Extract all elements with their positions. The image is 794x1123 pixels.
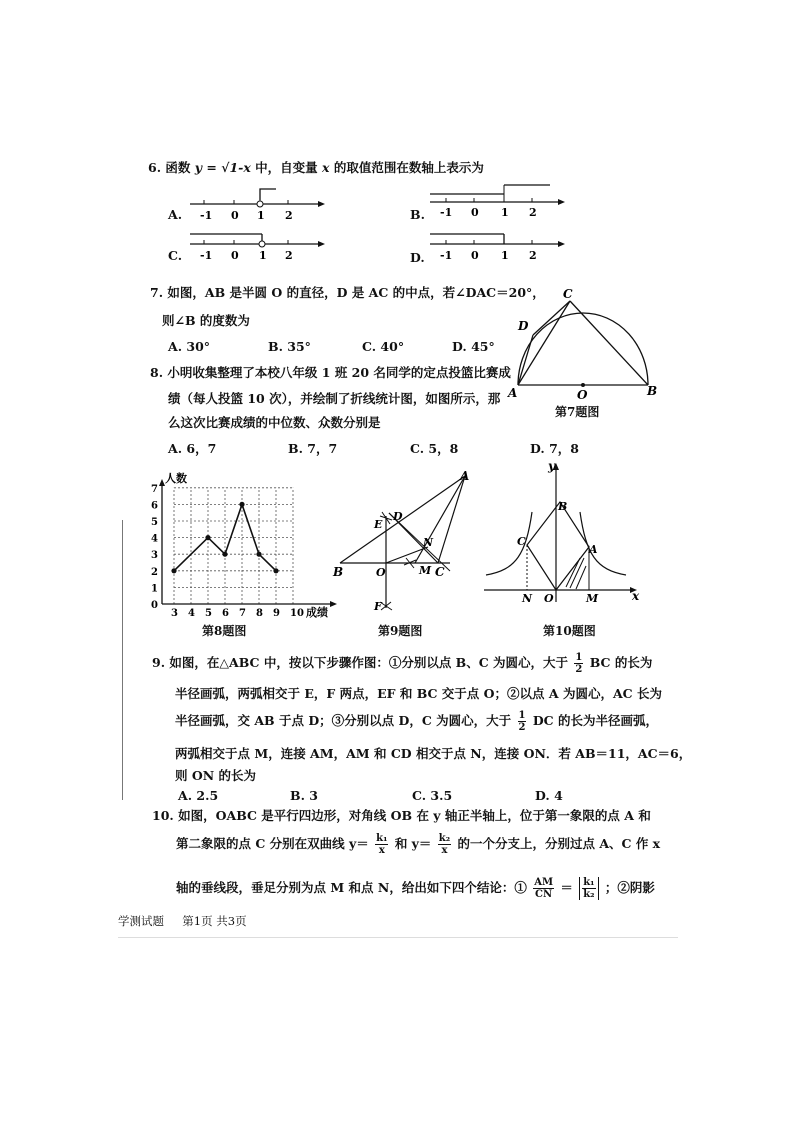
q6b-tick-2: 0 bbox=[471, 206, 479, 219]
page-footer bbox=[118, 913, 247, 929]
q10-line3b: ＝ bbox=[560, 880, 573, 895]
q10-k2: k₂ bbox=[438, 833, 451, 844]
q6c-tick-4: 2 bbox=[285, 249, 293, 262]
q7-option-b: B. 35° bbox=[268, 339, 311, 354]
y-tick-label: 4 bbox=[151, 533, 158, 545]
q6-number-line-a bbox=[188, 186, 328, 226]
q10-ratio-am-cn bbox=[533, 877, 554, 900]
q10-am: AM bbox=[534, 877, 554, 888]
q6-number-line-b bbox=[428, 180, 568, 224]
q10-abs-k1: k₁ bbox=[583, 877, 595, 888]
q6-number-line-c bbox=[188, 226, 328, 266]
q10-label-o: O bbox=[544, 592, 554, 605]
q10-label-c: C bbox=[517, 535, 526, 548]
q9-number: 9. bbox=[152, 655, 166, 670]
q6-var: x bbox=[322, 160, 330, 175]
q6-stem-b: 中，自变量 bbox=[255, 160, 318, 175]
q7-label-c: C bbox=[563, 287, 573, 301]
q10-cn: CN bbox=[535, 889, 553, 900]
q10-line2 bbox=[176, 833, 660, 856]
q10-caption: 第10题图 bbox=[543, 624, 596, 638]
q7-line1-text: 如图，AB 是半圆 O 的直径，D 是 AC 的中点，若∠DAC＝20°， bbox=[167, 285, 545, 300]
q9-option-d: D. 4 bbox=[535, 788, 563, 803]
footer-divider bbox=[118, 937, 678, 938]
q10-x2: x bbox=[441, 845, 448, 856]
q8-caption: 第8题图 bbox=[202, 624, 247, 638]
q6a-tick-4: 2 bbox=[285, 209, 293, 222]
q9-frac1-den: 2 bbox=[575, 664, 583, 675]
q6d-tick-4: 2 bbox=[529, 249, 537, 262]
q6-option-a-label: A. bbox=[168, 207, 183, 222]
q6d-tick-3: 1 bbox=[501, 249, 509, 262]
q7-number: 7. bbox=[150, 285, 164, 300]
y-tick-label: 7 bbox=[151, 483, 158, 495]
q7-label-b: B bbox=[647, 384, 658, 398]
q9-option-c: C. 3.5 bbox=[412, 788, 453, 803]
q9-frac2-den: 2 bbox=[518, 722, 526, 733]
q10-abs-k2: k₂ bbox=[583, 889, 595, 900]
q10-ratio-k1-k2 bbox=[579, 877, 598, 900]
q7-line2: 则∠B 的度数为 bbox=[162, 313, 250, 328]
q6c-tick-3: 1 bbox=[259, 249, 267, 262]
q7-caption: 第7题图 bbox=[555, 405, 600, 419]
q9-label-f: F bbox=[374, 600, 382, 613]
q10-line1-text: 如图，OABC 是平行四边形，对角线 OB 在 y 轴正半轴上，位于第一象限的点 A 和 bbox=[178, 808, 651, 823]
q9-frac1-num: 1 bbox=[575, 652, 583, 663]
q10-line2a: 第二象限的点 C 分别在双曲线 y＝ bbox=[176, 836, 369, 851]
q8-option-a: A. 6，7 bbox=[168, 441, 217, 456]
footer-title: 学测试题 bbox=[118, 914, 164, 928]
q7-label-a: A bbox=[508, 386, 518, 400]
x-tick-label: 10 bbox=[290, 608, 304, 619]
q10-line3a: 轴的垂线段，垂足分别为点 M 和点 N，给出如下四个结论：① bbox=[176, 880, 527, 895]
q10-figure bbox=[480, 462, 640, 612]
q10-k1: k₁ bbox=[376, 833, 388, 844]
y-tick-label: 5 bbox=[151, 517, 158, 528]
q10-fraction-k1 bbox=[375, 833, 388, 856]
x-tick-label: 3 bbox=[171, 608, 178, 619]
y-tick-label: 2 bbox=[151, 566, 158, 578]
q9-label-c: C bbox=[435, 565, 445, 579]
x-tick-label: 7 bbox=[239, 608, 246, 619]
q9-half-fraction-1 bbox=[574, 652, 583, 675]
q6b-tick-4: 2 bbox=[529, 206, 537, 219]
q8-chart-grid bbox=[174, 488, 293, 604]
q9-line3b: DC 的长为半径画弧， bbox=[532, 713, 658, 728]
q6c-tick-1: -1 bbox=[200, 249, 213, 262]
q8-line3: 么这次比赛成绩的中位数、众数分别是 bbox=[168, 415, 381, 430]
q10-label-a: A bbox=[589, 543, 598, 556]
q7-label-d: D bbox=[518, 319, 529, 333]
x-tick-label: 5 bbox=[205, 608, 212, 619]
y-tick-label: 1 bbox=[151, 583, 158, 595]
q9-label-o: O bbox=[376, 566, 386, 579]
q10-label-b: B bbox=[558, 500, 568, 513]
q6-number-line-d bbox=[428, 224, 568, 268]
q10-fraction-k2 bbox=[438, 833, 451, 856]
q8-line2: 绩（每人投篮 10 次），并绘制了折线统计图，如图所示，那 bbox=[168, 391, 501, 406]
q6c-tick-2: 0 bbox=[231, 249, 239, 262]
q9-line4: 两弧相交于点 M，连接 AM，AM 和 CD 相交于点 N，连接 ON．若 AB＝11，AC＝6， bbox=[175, 746, 692, 761]
q6d-tick-1: -1 bbox=[440, 249, 453, 262]
q7-option-c: C. 40° bbox=[362, 339, 405, 354]
q9-line1 bbox=[152, 652, 652, 675]
q8-line1 bbox=[150, 363, 511, 381]
q7-option-a: A. 30° bbox=[168, 339, 211, 354]
q10-label-y: y bbox=[548, 462, 555, 473]
q6-func: y = √1-x bbox=[194, 160, 251, 175]
x-tick-label: 8 bbox=[256, 608, 263, 619]
q7-option-d: D. 45° bbox=[452, 339, 495, 354]
q9-line2: 半径画弧，两弧相交于 E，F 两点，EF 和 BC 交于点 O；②以点 A 为圆心，AC 长为 bbox=[175, 686, 662, 701]
q6-number: 6. bbox=[148, 160, 162, 175]
q9-half-fraction-2 bbox=[518, 710, 527, 733]
q9-label-e: E bbox=[374, 518, 383, 531]
q8-x-axis-label: 成绩 bbox=[306, 606, 328, 619]
q9-line1a: 如图，在△ABC 中，按以下步骤作图：①分别以点 B、C 为圆心，大于 bbox=[169, 655, 569, 670]
q9-line3a: 半径画弧，交 AB 于点 D；③分别以点 D，C 为圆心，大于 bbox=[175, 713, 512, 728]
q10-line3 bbox=[176, 877, 655, 900]
q8-line1-text: 小明收集整理了本校八年级 1 班 20 名同学的定点投篮比赛成 bbox=[167, 365, 511, 380]
data-point bbox=[256, 552, 261, 557]
q10-line3c: ；②阴影 bbox=[604, 880, 655, 895]
y-tick-label: 0 bbox=[151, 600, 158, 611]
y-tick-label: 3 bbox=[151, 550, 158, 562]
q8-option-c: C. 5，8 bbox=[410, 441, 459, 456]
q9-label-n: N bbox=[423, 536, 434, 549]
q9-label-b: B bbox=[333, 565, 344, 579]
q10-x1: x bbox=[378, 845, 385, 856]
q6-option-b-label: B. bbox=[410, 207, 425, 222]
q8-number: 8. bbox=[150, 365, 164, 380]
q6-stem-c: 的取值范围在数轴上表示为 bbox=[333, 160, 484, 175]
left-margin-rule bbox=[122, 520, 123, 800]
q6a-tick-2: 0 bbox=[231, 209, 239, 222]
x-tick-label: 9 bbox=[273, 608, 280, 619]
q9-frac2-num: 1 bbox=[518, 710, 526, 721]
q9-label-m: M bbox=[419, 564, 432, 577]
q9-line1b: BC 的长为 bbox=[589, 655, 653, 670]
x-tick-label: 6 bbox=[222, 608, 229, 619]
q10-line2b: 和 y＝ bbox=[394, 836, 432, 851]
q9-caption: 第9题图 bbox=[378, 624, 423, 638]
q10-label-n: N bbox=[522, 592, 533, 605]
q10-line1 bbox=[152, 806, 651, 824]
data-point bbox=[273, 568, 278, 573]
data-point bbox=[205, 535, 210, 540]
q8-line-chart bbox=[140, 470, 340, 620]
q10-number: 10. bbox=[152, 808, 174, 823]
data-point bbox=[171, 568, 176, 573]
q10-line2c: 的一个分支上，分别过点 A、C 作 x bbox=[457, 836, 661, 851]
q6-option-c-label: C. bbox=[168, 248, 183, 263]
footer-page-number: 第1页 共3页 bbox=[182, 914, 247, 928]
q6-option-d-label: D. bbox=[410, 250, 425, 265]
q8-y-axis-label: 人数 bbox=[165, 472, 187, 485]
q7-line1 bbox=[150, 283, 545, 301]
q6a-tick-3: 1 bbox=[257, 209, 265, 222]
q6-stem bbox=[148, 158, 484, 176]
y-tick-label: 6 bbox=[151, 500, 158, 512]
q9-label-a: A bbox=[460, 469, 470, 483]
q9-figure bbox=[330, 468, 480, 616]
q6a-tick-1: -1 bbox=[200, 209, 213, 222]
q9-option-b: B. 3 bbox=[290, 788, 318, 803]
q6b-tick-1: -1 bbox=[440, 206, 453, 219]
q9-option-a: A. 2.5 bbox=[178, 788, 219, 803]
q6d-tick-2: 0 bbox=[471, 249, 479, 262]
q9-line3 bbox=[175, 710, 658, 733]
q10-label-m: M bbox=[586, 592, 599, 605]
data-point bbox=[239, 502, 244, 507]
q6-stem-a: 函数 bbox=[165, 160, 191, 175]
q7-label-o: O bbox=[577, 388, 588, 402]
q8-option-d: D. 7，8 bbox=[530, 441, 579, 456]
x-tick-label: 4 bbox=[188, 608, 195, 619]
q6b-tick-3: 1 bbox=[501, 206, 509, 219]
q8-option-b: B. 7，7 bbox=[288, 441, 338, 456]
q7-figure bbox=[500, 285, 670, 410]
q10-label-x: x bbox=[632, 589, 640, 603]
data-point bbox=[222, 552, 227, 557]
q9-line5: 则 ON 的长为 bbox=[175, 768, 257, 783]
q9-label-d: D bbox=[393, 510, 403, 523]
